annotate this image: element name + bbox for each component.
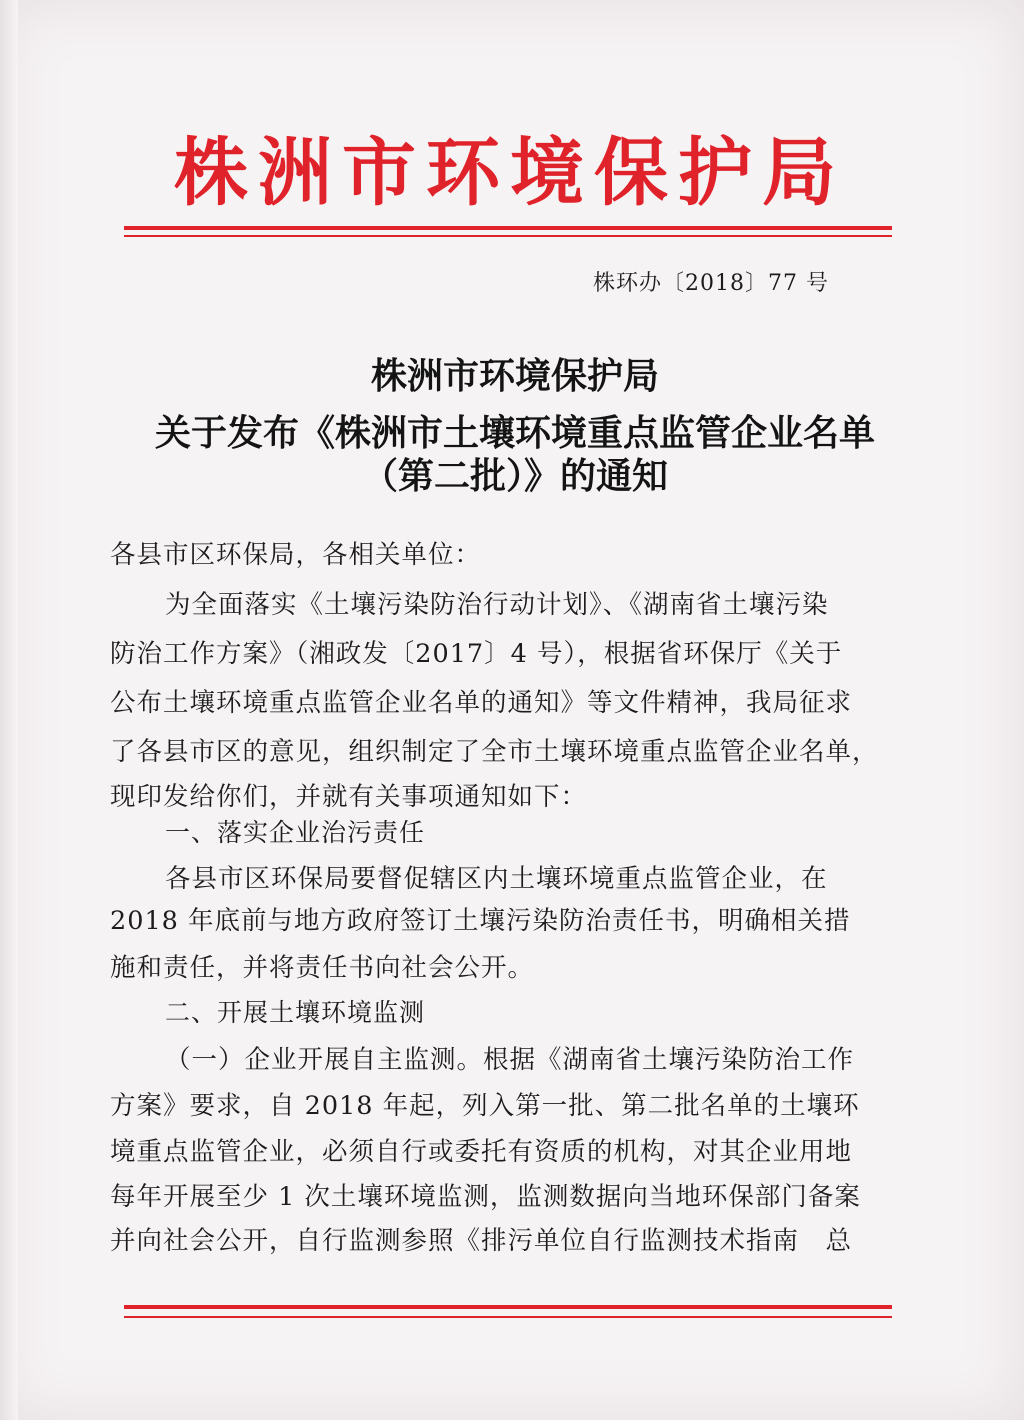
letterhead-rule-thick — [124, 226, 892, 230]
agency-letterhead: 株洲市环境保护局 — [174, 130, 846, 216]
paragraph-1-line: 防治工作方案》（湘政发〔2017〕4 号），根据省环保厅《关于 — [110, 639, 843, 669]
document-number: 株环办〔2018〕77 号 — [593, 271, 829, 296]
section-2-line: （一）企业开展自主监测。根据《湖南省土壤污染防治工作 — [165, 1045, 855, 1075]
section-1-line: 各县市区环保局要督促辖区内土壤环境重点监管企业，在 — [165, 864, 828, 894]
paragraph-1-line: 公布土壤环境重点监管企业名单的通知》等文件精神，我局征求 — [110, 688, 853, 718]
notice-title-line-2: 关于发布《株洲市土壤环境重点监管企业名单 — [154, 412, 875, 454]
notice-title-line-1: 株洲市环境保护局 — [370, 355, 659, 397]
section-2-line: 每年开展至少 1 次土壤环境监测，监测数据向当地环保部门备案 — [110, 1182, 861, 1212]
letterhead-rule-thin — [124, 235, 892, 237]
paragraph-1-line: 现印发给你们，并就有关事项通知如下： — [110, 782, 588, 812]
paragraph-1-line: 为全面落实《土壤污染防治行动计划》、《湖南省土壤污染 — [165, 590, 829, 620]
section-2-line: 境重点监管企业，必须自行或委托有资质的机构，对其企业用地 — [110, 1137, 853, 1167]
section-2-heading: 二、开展土壤环境监测 — [165, 998, 426, 1027]
paragraph-1-line: 了各县市区的意见，组织制定了全市土壤环境重点监管企业名单， — [110, 737, 879, 767]
section-1-line: 2018 年底前与地方政府签订土壤污染防治责任书，明确相关措 — [110, 906, 851, 936]
section-1-line: 施和责任，并将责任书向社会公开。 — [110, 953, 535, 983]
section-2-line: 方案》要求，自 2018 年起，列入第一批、第二批名单的土壤环 — [110, 1091, 860, 1121]
scan-edge-shadow — [0, 0, 18, 1420]
salutation: 各县市区环保局，各相关单位： — [110, 540, 482, 570]
section-1-heading: 一、落实企业治污责任 — [165, 818, 426, 847]
section-2-line: 并向社会公开，自行监测参照《排污单位自行监测技术指南 总 — [110, 1226, 853, 1256]
footer-rule-thin — [124, 1316, 892, 1318]
footer-rule-thick — [124, 1305, 892, 1309]
notice-title-line-3: （第二批）》的通知 — [361, 455, 668, 497]
